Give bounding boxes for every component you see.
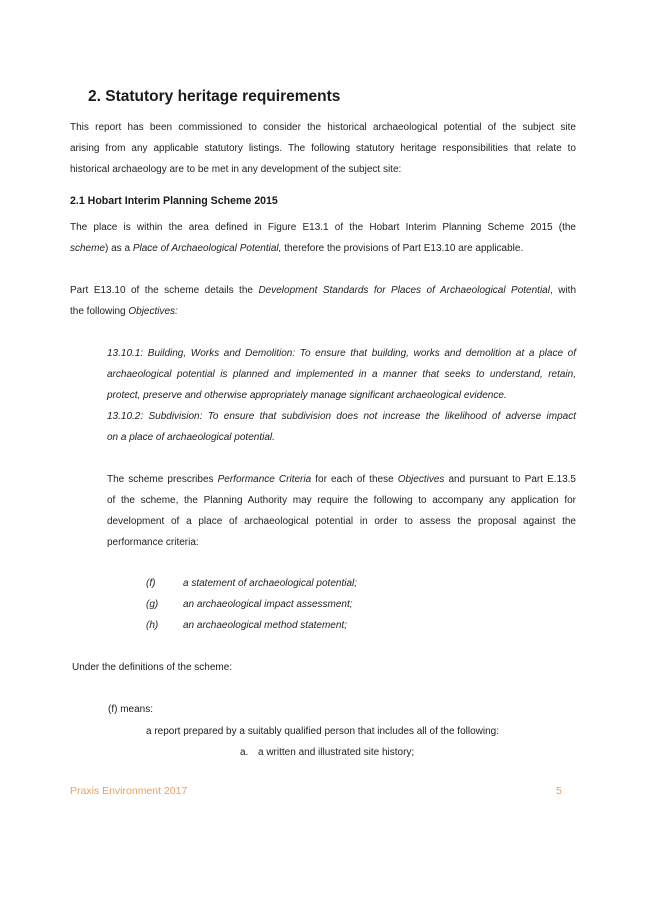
definitions-intro: Under the definitions of the scheme: [72, 662, 233, 673]
italic-text: scheme [70, 243, 106, 254]
text-line: 13.10.2: Subdivision: To ensure that subdivision does not increase the likelihood of adverse impact [107, 411, 576, 422]
text-line: This report has been commissioned to consider the historical archaeological potential of the subject site [70, 122, 576, 133]
text-line: development of a place of archaeological potential in order to assess the proposal against the [107, 516, 576, 527]
page-number: 5 [556, 785, 562, 797]
text-run: ) as a [105, 243, 133, 254]
italic-text: Objectives: [128, 306, 178, 317]
list-item-text: an archaeological impact assessment; [183, 599, 353, 610]
text-line [70, 280, 576, 301]
italic-text: Place of Archaeological Potential, [132, 243, 282, 254]
part-paragraph [70, 280, 576, 322]
list-marker: (g) [146, 599, 159, 610]
italic-text: Development Standards for Places of Archaeological Potential [258, 285, 550, 296]
f-means: (f) means: [108, 704, 154, 715]
sub-item-text: a written and illustrated site history; [258, 747, 415, 758]
text-line [70, 238, 576, 259]
section-heading: 2. Statutory heritage requirements [88, 88, 341, 105]
f-description: a report prepared by a suitably qualified person that includes all of the following: [146, 726, 499, 737]
place-paragraph [70, 217, 576, 259]
text-line: 13.10.1: Building, Works and Demolition: To ensure that building, works and demolition at a place of [107, 348, 576, 359]
objectives-quote [107, 343, 576, 448]
list-marker: (f) [146, 578, 156, 589]
text-line: historical archaeology are to be met in any development of the subject site: [70, 164, 402, 175]
sub-item-marker: a. [240, 747, 249, 758]
list-item-text: an archaeological method statement; [183, 620, 347, 631]
text-line [107, 469, 576, 490]
text-line: archaeological potential is planned and implemented in a manner that seeks to understand, retain, [107, 369, 576, 380]
intro-paragraph [70, 117, 576, 180]
text-run: therefore the provisions of Part E13.10 are applicable. [281, 243, 524, 254]
text-run: for each of these [311, 474, 398, 485]
text-run: Part E13.10 of the scheme details the [70, 285, 259, 296]
text-run: the following [70, 306, 129, 317]
italic-text: Objectives [397, 474, 445, 485]
prescribes-paragraph [107, 469, 576, 553]
subsection-heading: 2.1 Hobart Interim Planning Scheme 2015 [70, 195, 278, 207]
text-run: and pursuant to Part E.13.5 [444, 474, 576, 485]
text-run: The scheme prescribes [107, 474, 218, 485]
italic-text: Performance Criteria [217, 474, 312, 485]
text-line: performance criteria: [107, 537, 199, 548]
text-line: on a place of archaeological potential. [107, 432, 275, 443]
text-line [70, 301, 576, 322]
text-line: arising from any applicable statutory listings. The following statutory heritage responsibilities that relate to [70, 143, 576, 154]
text-run: , with [549, 285, 577, 296]
footer-left: Praxis Environment 2017 [70, 785, 188, 797]
text-line: The place is within the area defined in Figure E13.1 of the Hobart Interim Planning Scheme 2015 (the [70, 222, 576, 233]
list-item-text: a statement of archaeological potential; [183, 578, 357, 589]
text-line: of the scheme, the Planning Authority may require the following to accompany any application for [107, 495, 576, 506]
list-marker: (h) [146, 620, 159, 631]
text-line: protect, preserve and otherwise appropriately manage significant archaeological evidence. [107, 390, 507, 401]
